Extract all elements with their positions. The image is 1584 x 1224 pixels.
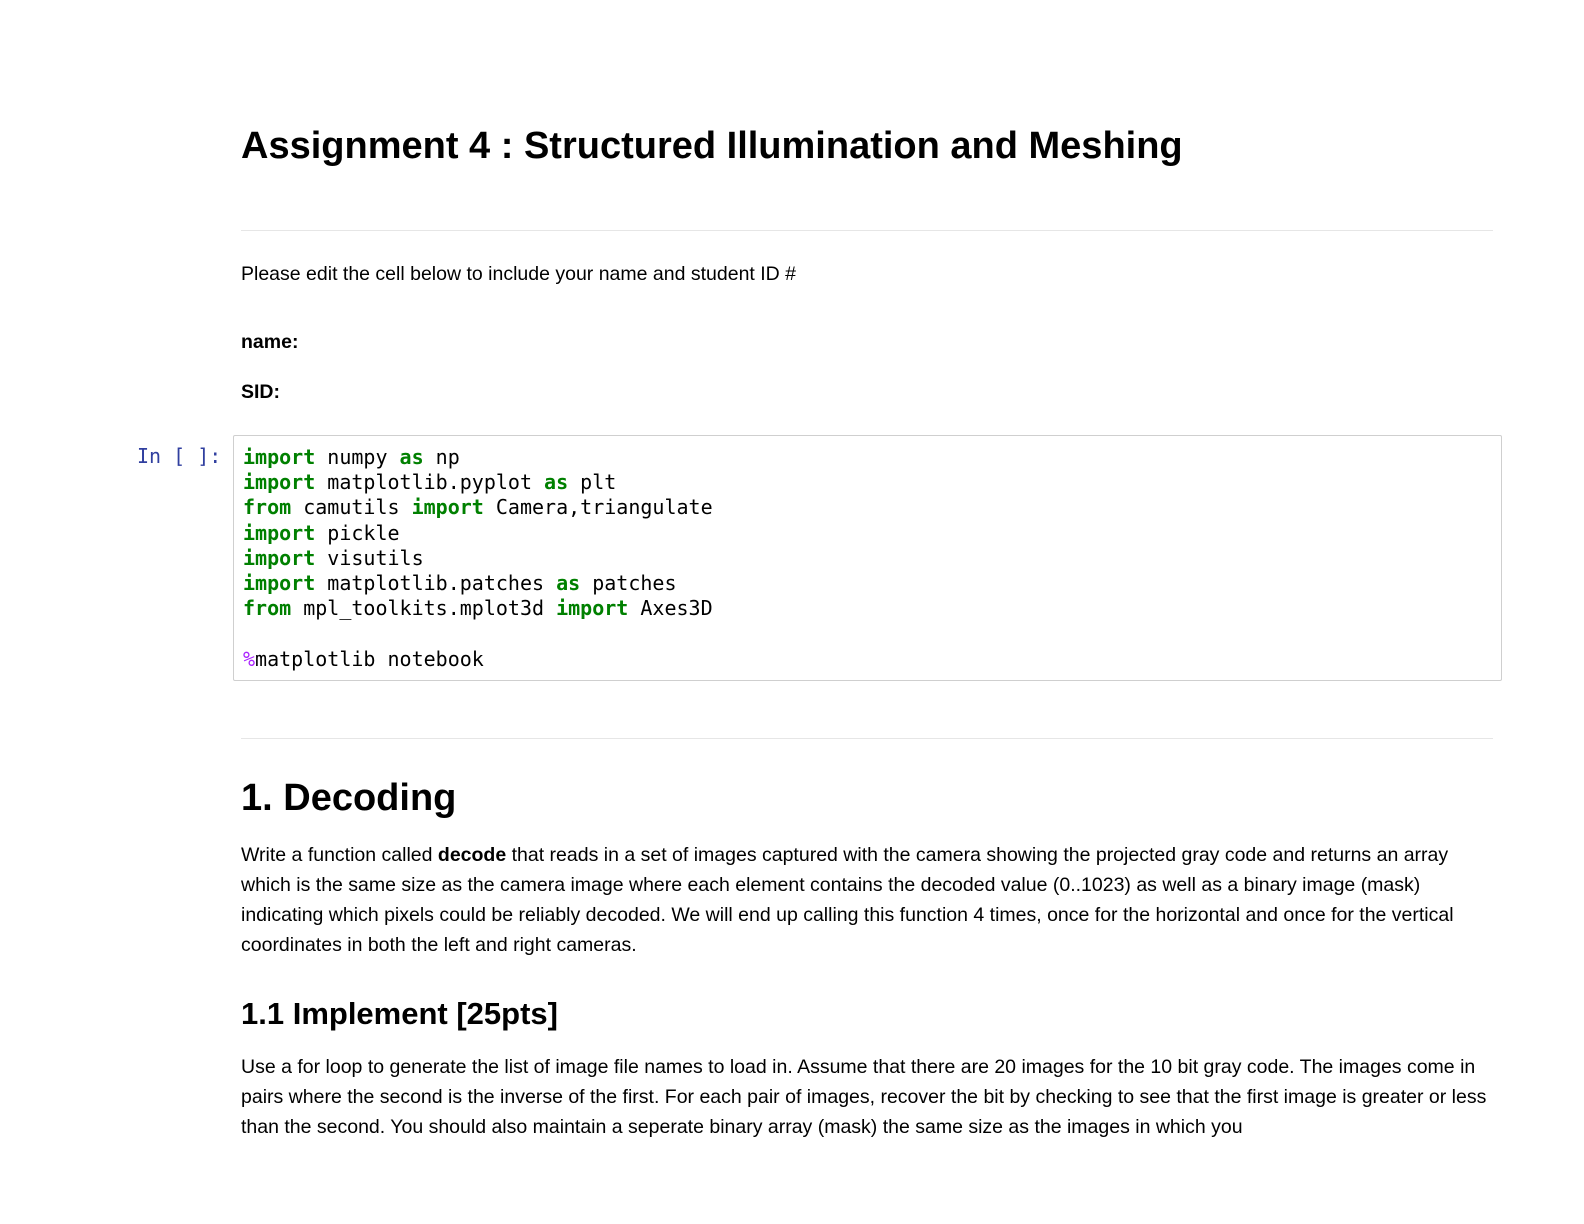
code-line	[243, 521, 713, 546]
code-token: numpy	[315, 445, 400, 469]
code-line	[243, 445, 713, 470]
code-token: Axes3D	[628, 596, 713, 621]
code-keyword: import	[556, 596, 629, 621]
code-line	[243, 470, 713, 495]
decoding-text-start: Write a function called	[241, 844, 438, 866]
code-token: visutils	[315, 545, 424, 570]
code-cell[interactable]	[233, 435, 1502, 681]
section-heading-decoding: 1. Decoding	[241, 777, 457, 819]
cell-prompt: In [ ]:	[137, 444, 222, 468]
code-token: matplotlib.pyplot	[315, 470, 545, 495]
code-line	[243, 546, 713, 571]
name-label: name:	[241, 331, 299, 353]
decode-function-name: decode	[437, 844, 507, 866]
notebook-title: Assignment 4 : Structured Illumination and Meshing	[241, 125, 1183, 167]
code-keyword: import	[411, 495, 484, 520]
code-keyword: import	[243, 470, 316, 495]
code-token: Camera,triangulate	[483, 495, 713, 520]
code-keyword: import	[243, 445, 316, 469]
code-keyword: from	[243, 495, 292, 520]
section-heading-implement: 1.1 Implement [25pts]	[241, 996, 558, 1031]
code-token: mpl_toolkits.mplot3d	[291, 596, 557, 621]
code-token: plt	[568, 470, 617, 495]
decoding-description	[241, 840, 1493, 960]
code-line	[243, 647, 713, 672]
implement-description: Use a for loop to generate the list of image file names to load in. Assume that there are 20 images for the 10 bit gray code. The images come in pairs where the second is the inverse of the first. For each pair of images, recover the bit by checking to see that the first image is greater or less than the second. You should also maintain a seperate binary array (mask) the same size as the images in which you	[241, 1056, 1487, 1138]
code-token: matplotlib.patches	[315, 570, 557, 595]
code-keyword: import	[243, 545, 316, 570]
instructions-text: Please edit the cell below to include your name and student ID #	[241, 263, 797, 285]
code-line	[243, 621, 713, 646]
code-keyword: as	[556, 570, 581, 595]
code-token: pickle	[315, 520, 400, 545]
code-token: camutils	[291, 495, 412, 520]
code-editor[interactable]	[243, 445, 713, 672]
code-token: np	[423, 445, 460, 469]
divider	[241, 738, 1493, 739]
divider	[241, 230, 1493, 231]
code-keyword: from	[243, 596, 292, 621]
code-token: patches	[580, 570, 677, 595]
decoding-text-end: that reads in a set of images captured with the camera showing the projected gray code and returns an array which is the same size as the camera image where each element contains the decoded value (0..1023) as well as a binary image (mask) indicating which pixels could be reliably decoded. We will end up calling this function 4 times, once for the horizontal and once for the vertical coordinates in both the left and right cameras.	[241, 844, 1454, 956]
code-magic: %	[243, 646, 256, 671]
code-keyword: as	[544, 470, 569, 495]
code-token: matplotlib notebook	[255, 646, 484, 671]
code-keyword: import	[243, 570, 316, 595]
code-line	[243, 571, 713, 596]
sid-label: SID:	[241, 381, 280, 403]
code-line	[243, 596, 713, 621]
code-keyword: as	[399, 445, 424, 469]
code-line	[243, 495, 713, 520]
code-keyword: import	[243, 520, 316, 545]
